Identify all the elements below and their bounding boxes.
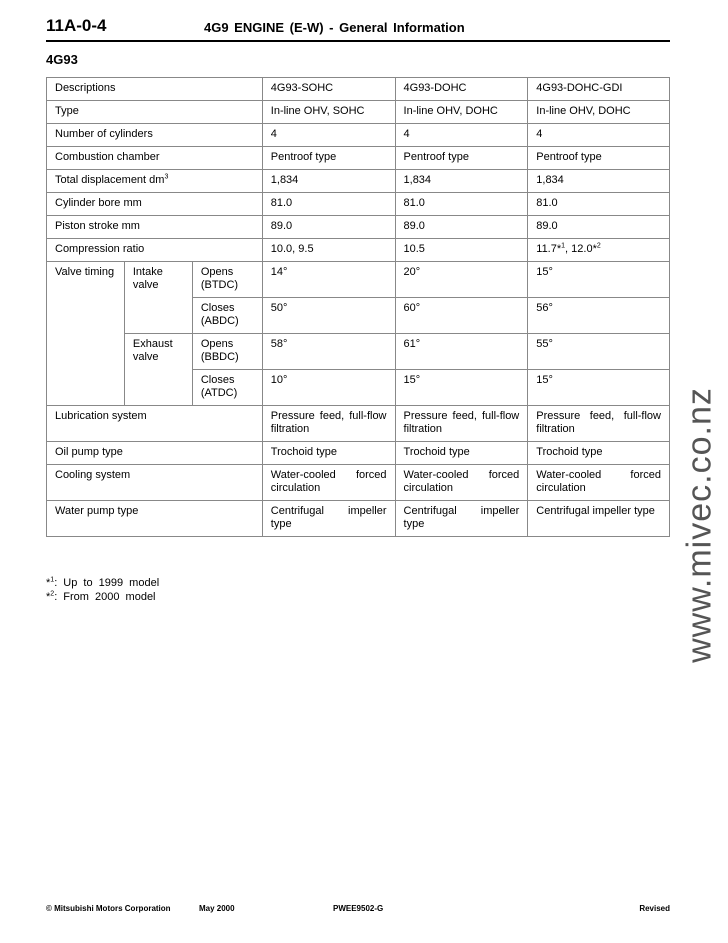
row-label <box>47 170 263 193</box>
footnote-text: : Up to 1999 model <box>54 577 160 589</box>
cell-value: In-line OHV, DOHC <box>528 101 670 124</box>
footnote-2 <box>46 590 159 604</box>
table-row <box>47 334 670 370</box>
cell-value: Pressure feed, full-flow filtration <box>528 406 670 442</box>
value-text: , 12.0* <box>565 243 597 255</box>
row-label: Water pump type <box>47 501 263 537</box>
cell-value: Pentroof type <box>528 147 670 170</box>
cell-value: 15° <box>528 370 670 406</box>
table-row <box>47 239 670 262</box>
row-label: Opens (BTDC) <box>192 262 262 298</box>
spec-table <box>46 77 670 537</box>
table-row <box>47 101 670 124</box>
cell-value <box>528 239 670 262</box>
table-row <box>47 406 670 442</box>
table-row <box>47 465 670 501</box>
section-title: 4G93 <box>46 52 78 67</box>
cell-value: 10° <box>262 370 395 406</box>
row-label: Type <box>47 101 263 124</box>
cell-value: Pressure feed, full-flow filtration <box>262 406 395 442</box>
cell-value: 10.5 <box>395 239 528 262</box>
cell-value: 10.0, 9.5 <box>262 239 395 262</box>
table-row <box>47 147 670 170</box>
cell-value: 89.0 <box>262 216 395 239</box>
cell-value: Pentroof type <box>395 147 528 170</box>
cell-value: In-line OHV, SOHC <box>262 101 395 124</box>
cell-value: In-line OHV, DOHC <box>395 101 528 124</box>
cell-value: 4 <box>395 124 528 147</box>
cell-value: Trochoid type <box>395 442 528 465</box>
cell-value: 58° <box>262 334 395 370</box>
page-code: 11A-0-4 <box>46 16 107 35</box>
table-row <box>47 216 670 239</box>
row-label: Number of cylinders <box>47 124 263 147</box>
cell-value: 4 <box>262 124 395 147</box>
footnote-mark: 2 <box>596 242 601 250</box>
cell-value: Water-cooled forced circulation <box>395 465 528 501</box>
header-dohc: 4G93-DOHC <box>395 78 528 101</box>
cell-value: 89.0 <box>528 216 670 239</box>
watermark: www.mivec.co.nz <box>680 387 719 663</box>
table-row <box>47 124 670 147</box>
footnote-mark: * <box>46 591 51 603</box>
intake-valve-label: Intake valve <box>124 262 192 334</box>
table-row <box>47 262 670 298</box>
row-label: Oil pump type <box>47 442 263 465</box>
cell-value: 15° <box>528 262 670 298</box>
row-label: Cooling system <box>47 465 263 501</box>
footnote-1 <box>46 576 159 590</box>
row-label: Piston stroke mm <box>47 216 263 239</box>
table-row <box>47 501 670 537</box>
cell-value: Pentroof type <box>262 147 395 170</box>
value-text: 11.7* <box>536 243 562 255</box>
page-header <box>46 14 670 42</box>
cell-value: 15° <box>395 370 528 406</box>
valve-timing-label: Valve timing <box>47 262 125 406</box>
cell-value: 1,834 <box>262 170 395 193</box>
footnote-text: : From 2000 model <box>54 591 156 603</box>
cell-value: Centrifugal impeller type <box>528 501 670 537</box>
footnote-number: 2 <box>50 590 55 598</box>
cell-value: 81.0 <box>395 193 528 216</box>
footnotes <box>46 576 159 604</box>
cell-value: Trochoid type <box>528 442 670 465</box>
table-row <box>47 442 670 465</box>
row-label: Closes (ATDC) <box>192 370 262 406</box>
footer-company: © Mitsubishi Motors Corporation <box>46 904 171 913</box>
row-label: Combustion chamber <box>47 147 263 170</box>
cell-value: Centrifugal impeller type <box>395 501 528 537</box>
cell-value: 50° <box>262 298 395 334</box>
cell-value: 61° <box>395 334 528 370</box>
row-label: Lubrication system <box>47 406 263 442</box>
footnote-mark: 1 <box>561 242 566 250</box>
cell-value: 1,834 <box>395 170 528 193</box>
cell-value: 4 <box>528 124 670 147</box>
header-sohc: 4G93-SOHC <box>262 78 395 101</box>
cell-value: 55° <box>528 334 670 370</box>
cell-value: Water-cooled forced circulation <box>262 465 395 501</box>
footer-status: Revised <box>639 904 670 913</box>
footer-doc-number: PWEE9502-G <box>333 904 384 913</box>
cell-value: 89.0 <box>395 216 528 239</box>
header-descriptions: Descriptions <box>47 78 263 101</box>
table-header-row <box>47 78 670 101</box>
label-text: Total displacement dm <box>55 174 165 186</box>
footnote-mark: * <box>46 577 51 589</box>
cell-value: 20° <box>395 262 528 298</box>
table-row <box>47 170 670 193</box>
row-label: Cylinder bore mm <box>47 193 263 216</box>
table-row <box>47 193 670 216</box>
cell-value: 1,834 <box>528 170 670 193</box>
cell-value: Water-cooled forced circulation <box>528 465 670 501</box>
superscript: 3 <box>164 173 169 181</box>
cell-value: 81.0 <box>528 193 670 216</box>
cell-value: Centrifugal impeller type <box>262 501 395 537</box>
page-title: 4G9 ENGINE (E-W) - General Information <box>204 20 465 35</box>
cell-value: Trochoid type <box>262 442 395 465</box>
footnote-number: 1 <box>50 576 55 584</box>
cell-value: 14° <box>262 262 395 298</box>
cell-value: 81.0 <box>262 193 395 216</box>
row-label: Compression ratio <box>47 239 263 262</box>
row-label: Opens (BBDC) <box>192 334 262 370</box>
cell-value: 60° <box>395 298 528 334</box>
header-gdi: 4G93-DOHC-GDI <box>528 78 670 101</box>
page-footer <box>46 904 670 918</box>
row-label: Closes (ABDC) <box>192 298 262 334</box>
exhaust-valve-label: Exhaust valve <box>124 334 192 406</box>
footer-date: May 2000 <box>199 904 235 913</box>
cell-value: Pressure feed, full-flow filtration <box>395 406 528 442</box>
cell-value: 56° <box>528 298 670 334</box>
